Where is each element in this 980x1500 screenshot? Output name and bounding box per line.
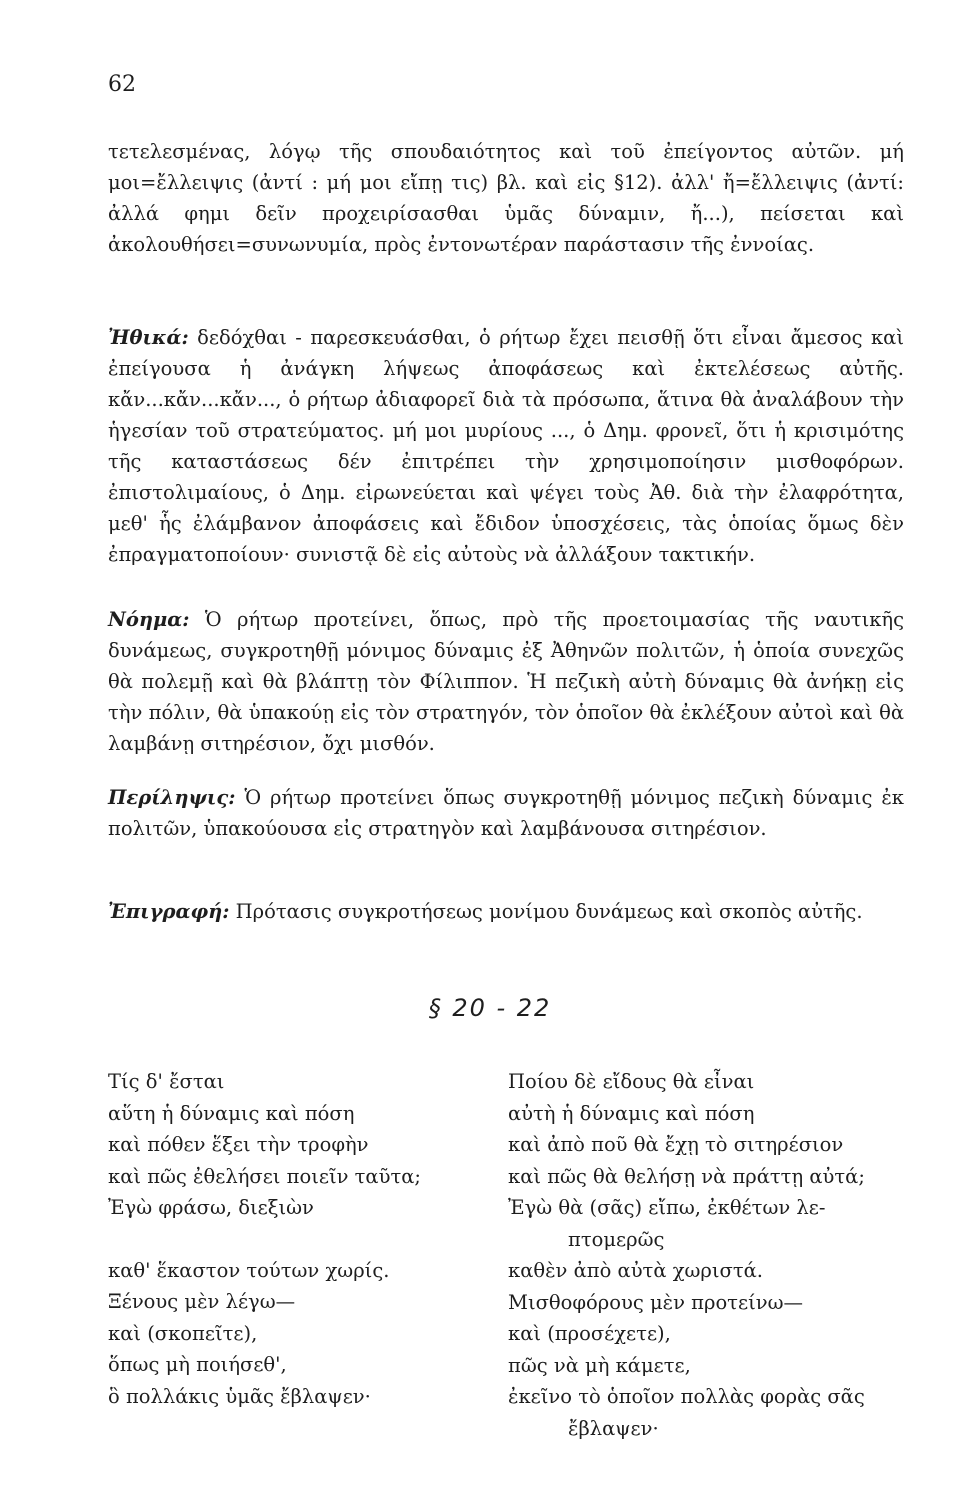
translation-line: πτομερῶς — [568, 1227, 665, 1251]
original-line: Τίς δ' ἔσται — [108, 1070, 225, 1093]
translation-line: καὶ (προσέχετε), — [508, 1322, 671, 1345]
original-line: καὶ (σκοπεῖτε), — [108, 1321, 258, 1345]
translation-column — [508, 1066, 908, 1444]
translation-line: καὶ ἀπὸ ποῦ θὰ ἔχῃ τὸ σιτηρέσιον — [508, 1133, 844, 1156]
translation-line: ἔβλαψεν· — [568, 1416, 659, 1440]
perilipsis-text: Ὁ ρήτωρ προτείνει ὅπως συγκροτηθῇ μόνιμος πεζικὴ δύναμις ἐκ πολιτῶν, ὑπακούουσα εἰς στρατηγὸν καὶ λαμβάνουσα σιτηρέσιον. — [108, 786, 904, 840]
original-line: Ἐγὼ φράσω, διεξιὼν — [108, 1196, 314, 1219]
ethika-text: δεδόχθαι - παρεσκευάσθαι, ὁ ρήτωρ ἔχει πεισθῇ ὅτι εἶναι ἄμεσος καὶ ἐπείγουσα ἡ ἀνάγκη λήψεως ἀποφάσεως καὶ ἐκτελέσεως αὐτῆς. κἄν...κἄν...κἄν..., ὁ ρήτωρ ἀδιαφορεῖ διὰ τὰ πρόσωπα, ἅτινα θὰ ἀναλάβουν τὴν ἡγεσίαν τοῦ στρατεύματος. μή μοι μυρίους ..., ὁ Δημ. φρονεῖ, ὅτι ἡ κρισιμότης τῆς καταστάσεως δέν ἐπιτρέπει τὴν χρησιμοποίησιν μισθοφόρων. ἐπιστολιμαίους, ὁ Δημ. εἰρωνεύεται καὶ ψέγει τοὺς Ἀθ. διὰ τὴν ἐλαφρότητα, μεθ' ἧς ἐλάμβανον ἀποφάσεις καὶ ἔδιδον ὑποσχέσεις, τὰς ὁποίας ὅμως δὲν ἐπραγματοποίουν· συνιστᾷ δὲ εἰς αὐτοὺς νὰ ἀλλάξουν τακτικήν. — [108, 326, 904, 566]
column-gap — [108, 1224, 488, 1241]
translation-line: Ἐγὼ θὰ (σᾶς) εἴπω, ἐκθέτων λε- — [508, 1196, 826, 1219]
original-line: καὶ πόθεν ἕξει τὴν τροφὴν — [108, 1133, 369, 1156]
noima-text: Ὁ ρήτωρ προτείνει, ὅπως, πρὸ τῆς προετοιμασίας τῆς ναυτικῆς δυνάμεως, συγκροτηθῇ μόνιμος δύναμις ἐξ Ἀθηνῶν πολιτῶν, ἡ ὁποία συνεχῶς θὰ πολεμῇ καὶ θὰ βλάπτῃ τὸν Φίλιππον. Ἡ πεζικὴ αὐτὴ δύναμις θὰ ἀνήκῃ εἰς τὴν πόλιν, θὰ ὑπακούῃ εἰς τὸν στρατηγόν, τὸν ὁποῖον θὰ ἐκλέξουν αὐτοὶ καὶ θὰ λαμβάνῃ σιτηρέσιον, ὄχι μισθόν. — [108, 608, 905, 755]
translation-line: Μισθοφόρους μὲν προτείνω— — [508, 1290, 803, 1314]
noima-heading: Νόημα: — [108, 608, 190, 631]
epigrafi-text: Πρότασις συγκροτήσεως μονίμου δυνάμεως καὶ σκοπὸς αὐτῆς. — [235, 900, 863, 923]
paragraph-ethika — [108, 322, 904, 570]
original-line: καὶ πῶς ἐθελήσει ποιεῖν ταῦτα; — [108, 1164, 421, 1188]
original-text-column — [108, 1066, 488, 1412]
original-line: αὕτη ἡ δύναμις καὶ πόση — [108, 1101, 355, 1125]
section-title: § 20 - 22 — [428, 994, 552, 1022]
paragraph-noima — [108, 604, 904, 759]
epigrafi-heading: Ἐπιγραφή: — [108, 900, 230, 923]
translation-line: αὐτὴ ἡ δύναμις καὶ πόση — [508, 1101, 755, 1125]
paragraph-epigrafi — [108, 896, 904, 927]
original-line: ὅπως μὴ ποιήσεθ', — [108, 1353, 287, 1376]
translation-line: πῶς νὰ μὴ κάμετε, — [508, 1353, 691, 1377]
original-line: ὃ πολλάκις ὑμᾶς ἔβλαψεν· — [108, 1384, 371, 1408]
translation-line: ἐκεῖνο τὸ ὁποῖον πολλὰς φορὰς σᾶς — [508, 1385, 865, 1408]
paragraph-commentary: τετελεσμένας, λόγῳ τῆς σπουδαιότητος καὶ τοῦ ἐπείγοντος αὐτῶν. μή μοι=ἔλλειψις (ἀντί : μή μοι εἴπῃ τις) βλ. καὶ εἰς §12). ἀλλ' ἤ=ἔλλειψις (ἀντί: ἀλλά φημι δεῖν προχειρίσασθαι ὑμᾶς δύναμιν, ἤ...), πείσεται καὶ ἀκολουθήσει=συνωνυμία, πρὸς ἐντονωτέραν παράστασιν τῆς ἐννοίας. — [108, 140, 904, 256]
perilipsis-heading: Περίληψις: — [108, 786, 236, 809]
translation-line: Ποίου δὲ εἴδους θὰ εἶναι — [508, 1070, 755, 1093]
original-line: καθ' ἕκαστον τούτων χωρίς. — [108, 1258, 390, 1282]
paragraph-perilipsis — [108, 782, 904, 844]
ethika-heading: Ἠθικά: — [108, 326, 189, 349]
original-line: Ξένους μὲν λέγω— — [108, 1290, 296, 1313]
translation-line: καὶ πῶς θὰ θελήσῃ νὰ πράττῃ αὐτά; — [508, 1164, 865, 1188]
page-number: 62 — [108, 72, 136, 97]
translation-line: καθὲν ἀπὸ αὐτὰ χωριστά. — [508, 1259, 764, 1282]
